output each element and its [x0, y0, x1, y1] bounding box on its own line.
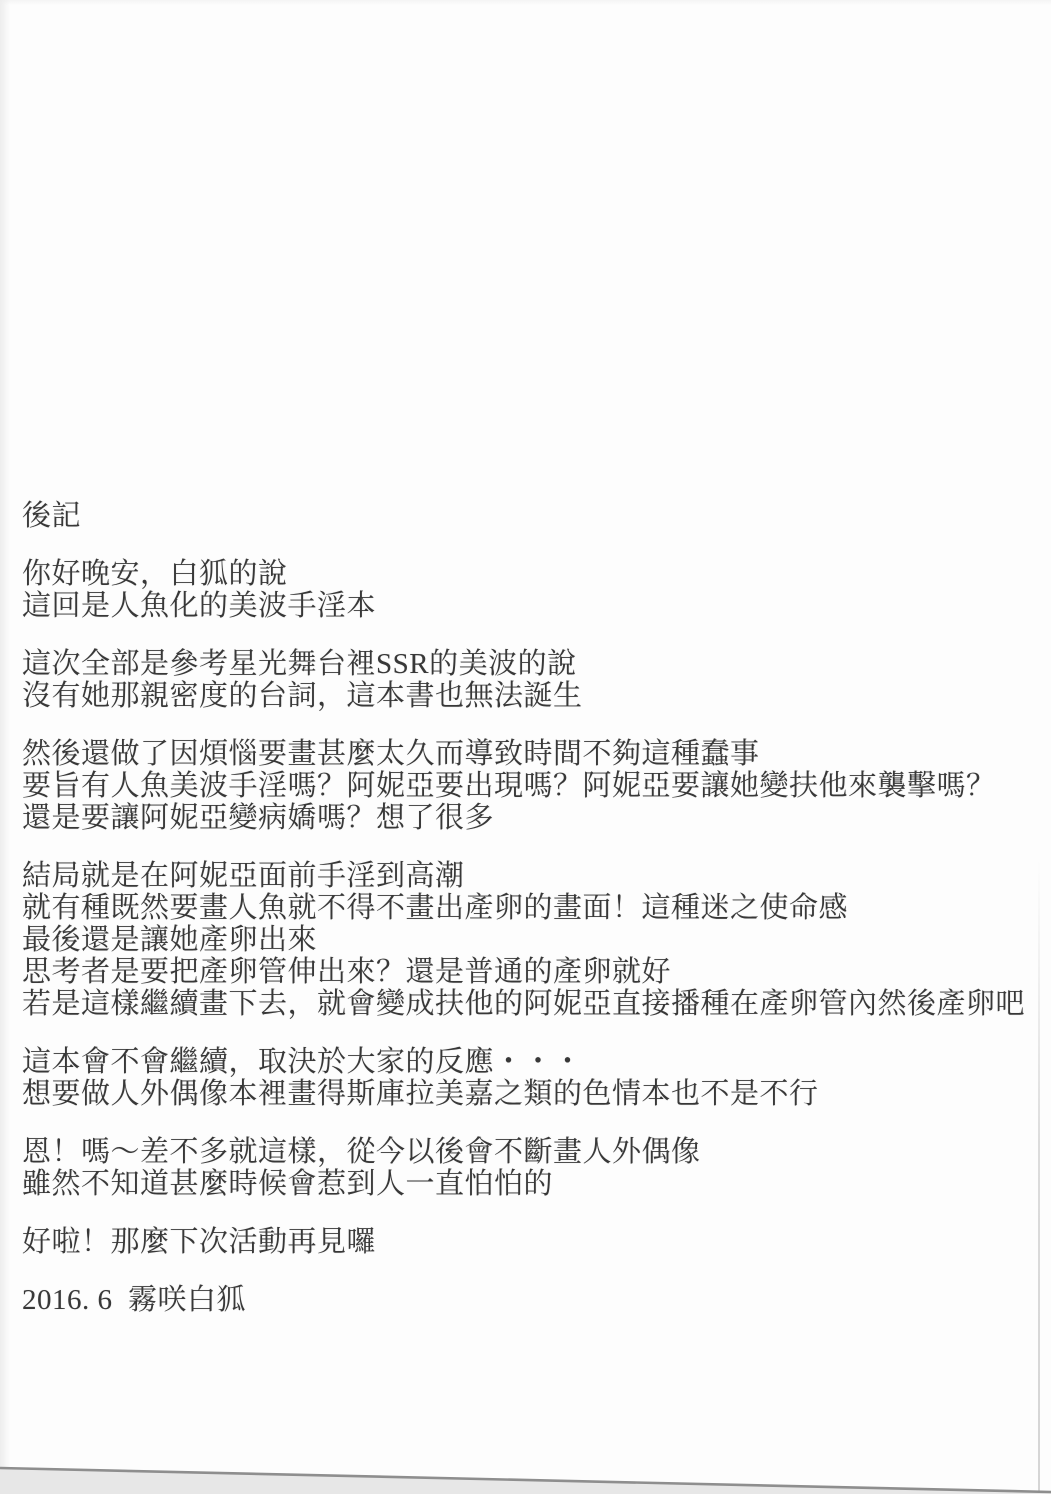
afterword-text-block: [22, 500, 1032, 1316]
paragraph: [22, 1136, 1032, 1200]
text-line: 這次全部是參考星光舞台裡SSR的美波的說: [22, 648, 577, 680]
paragraph: [22, 738, 1032, 834]
scan-edge-top: [0, 0, 1051, 5]
afterword-heading: 後記: [22, 500, 82, 532]
page-bottom-edge: [0, 1394, 1051, 1494]
text-line: 好啦！那麼下次活動再見囉: [22, 1226, 377, 1258]
text-line: 雖然不知道甚麼時候會惹到人一直怕怕的: [22, 1168, 554, 1200]
text-line: 沒有她那親密度的台詞，這本書也無法誕生: [22, 680, 583, 712]
text-line: 還是要讓阿妮亞變病嬌嗎？想了很多: [22, 802, 495, 834]
text-line: 這本會不會繼續，取決於大家的反應・・・: [22, 1046, 583, 1078]
afterword-body: [22, 558, 1032, 1258]
scan-edge-left: [0, 0, 10, 1494]
paragraph: [22, 1046, 1032, 1110]
paragraph: [22, 860, 1032, 1020]
text-line: 思考者是要把產卵管伸出來？還是普通的產卵就好: [22, 956, 672, 988]
text-line: 最後還是讓她產卵出來: [22, 924, 318, 956]
signature-date-author: 2016. 6 霧咲白狐: [22, 1284, 247, 1316]
text-line: 想要做人外偶像本裡畫得斯庫拉美嘉之類的色情本也不是不行: [22, 1078, 819, 1110]
text-line: 恩！嗎～差不多就這樣，從今以後會不斷畫人外偶像: [22, 1136, 701, 1168]
text-line: 就有種既然要畫人魚就不得不畫出產卵的畫面！這種迷之使命感: [22, 892, 849, 924]
text-line: 結局就是在阿妮亞面前手淫到高潮: [22, 860, 465, 892]
paragraph: [22, 648, 1032, 712]
text-line: 你好晚安，白狐的說: [22, 558, 288, 590]
paragraph: [22, 1226, 1032, 1258]
paragraph: [22, 558, 1032, 622]
text-line: 若是這樣繼續畫下去，就會變成扶他的阿妮亞直接播種在產卵管內然後產卵吧: [22, 988, 1026, 1020]
text-line: 然後還做了因煩惱要畫甚麼太久而導致時間不夠這種蠢事: [22, 738, 760, 770]
text-line: 這回是人魚化的美波手淫本: [22, 590, 377, 622]
text-line: 要旨有人魚美波手淫嗎？阿妮亞要出現嗎？阿妮亞要讓她變扶他來襲擊嗎？: [22, 770, 996, 802]
